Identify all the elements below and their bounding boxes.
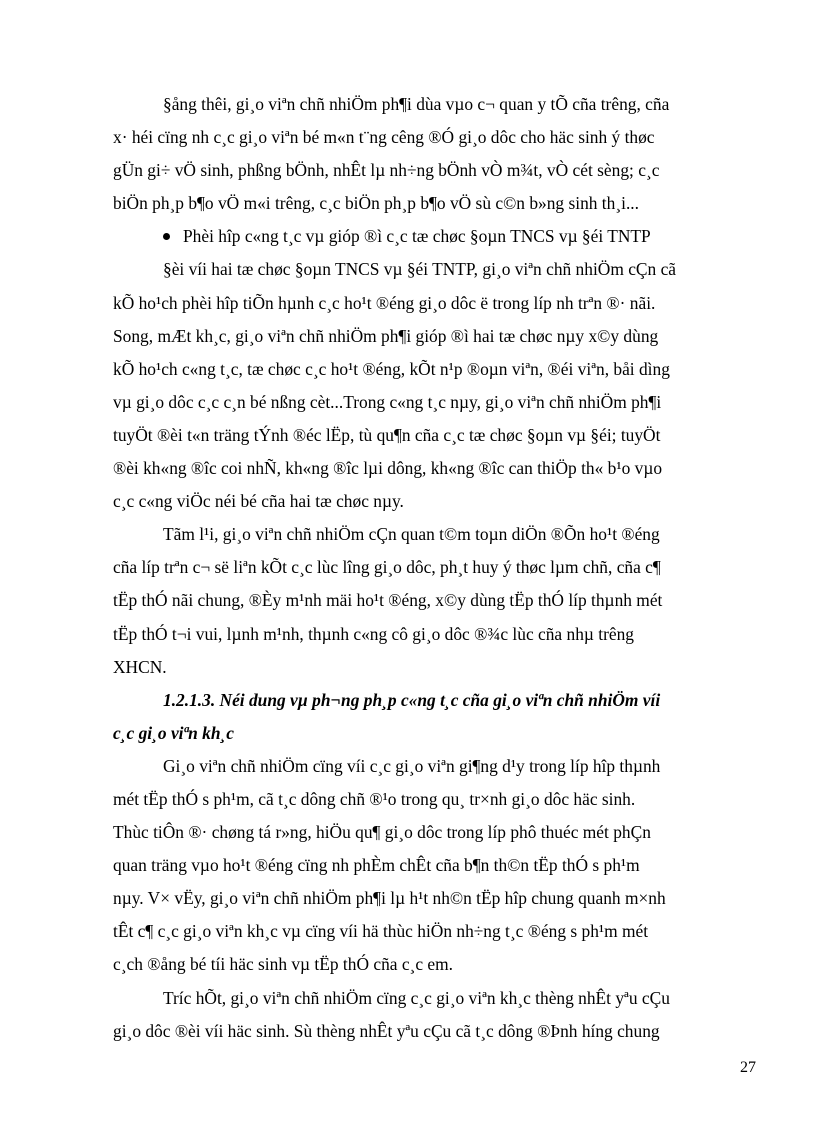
paragraph-line: tËp thÓ t¬i vui, lµnh m¹nh, thµnh c«ng cô gi¸o dôc ®¾c lùc cña nhµ trêng bbox=[113, 623, 634, 644]
paragraph-line: tÊt c¶ c¸c gi¸o viªn kh¸c vµ cïng víi hä thùc hiÖn nh÷ng t¸c ®éng s ph¹m mét bbox=[113, 921, 649, 942]
paragraph-line: cña líp trªn c¬ së liªn kÕt c¸c lùc lîng gi¸o dôc, ph¸t huy ý thøc lµm chñ, cña c¶ bbox=[113, 557, 661, 578]
paragraph-line: Tãm l¹i, gi¸o viªn chñ nhiÖm cÇn quan t©m toµn diÖn ®Õn ho¹t ®éng bbox=[163, 524, 660, 545]
paragraph-line: mét tËp thÓ s ph¹m, cã t¸c dông chñ ®¹o trong qu¸ tr×nh gi¸o dôc häc sinh. bbox=[113, 788, 636, 809]
section-heading: 1.2.1.3. Néi dung vµ ph¬ng ph¸p c«ng t¸c cña gi¸o viªn chñ nhiÖm víi bbox=[163, 689, 661, 710]
paragraph-line: c¸c c«ng viÖc néi bé cña hai tæ chøc nµy. bbox=[113, 491, 404, 512]
paragraph-line: kÕ ho¹ch phèi hîp tiÕn hµnh c¸c ho¹t ®éng gi¸o dôc ë trong líp nh trªn ®· nãi. bbox=[113, 292, 656, 313]
paragraph-line: biÖn ph¸p b¶o vÖ m«i trêng, c¸c biÖn ph¸p b¶o vÖ sù c©n b»ng sinh th¸i... bbox=[113, 193, 639, 214]
body-text bbox=[113, 88, 743, 1048]
paragraph-line: c¸ch ®ång bé tíi häc sinh vµ tËp thÓ cña c¸c em. bbox=[113, 954, 454, 975]
page-number: 27 bbox=[740, 1059, 756, 1076]
paragraph-line: Tríc hÕt, gi¸o viªn chñ nhiÖm cïng c¸c gi¸o viªn kh¸c thèng nhÊt yªu cÇu bbox=[163, 987, 670, 1008]
paragraph-line: Gi¸o viªn chñ nhiÖm cïng víi c¸c gi¸o viªn gi¶ng d¹y trong líp hîp thµnh bbox=[163, 755, 661, 776]
section-heading: c¸c gi¸o viªn kh¸c bbox=[113, 722, 235, 743]
paragraph-line: Thùc tiÔn ®· chøng tá r»ng, hiÖu qu¶ gi¸o dôc trong líp phô thuéc mét phÇn bbox=[113, 822, 651, 843]
paragraph-line: quan träng vµo ho¹t ®éng cïng nh phÈm chÊt cña b¶n th©n tËp thÓ s ph¹m bbox=[113, 855, 640, 876]
paragraph-line: tuyÖt ®èi t«n träng tÝnh ®éc lËp, tù qu¶n cña c¸c tæ chøc §oµn vµ §éi; tuyÖt bbox=[113, 424, 661, 445]
paragraph-line: gÜn gi÷ vÖ sinh, phßng bÖnh, nhÊt lµ nh÷ng bÖnh vÒ m¾t, vÒ cét sèng; c¸c bbox=[113, 160, 660, 181]
paragraph-line: tËp thÓ nãi chung, ®Èy m¹nh mäi ho¹t ®éng, x©y dùng tËp thÓ líp thµnh mét bbox=[113, 590, 663, 611]
paragraph-line: §èi víi hai tæ chøc §oµn TNCS vµ §éi TNTP, gi¸o viªn chñ nhiÖm cÇn cã bbox=[163, 259, 677, 280]
paragraph-line: nµy. V× vËy, gi¸o viªn chñ nhiÖm ph¶i lµ h¹t nh©n tËp hîp chung quanh m×nh bbox=[113, 888, 666, 909]
paragraph-line: Song, mÆt kh¸c, gi¸o viªn chñ nhiÖm ph¶i gióp ®ì hai tæ chøc nµy x©y dùng bbox=[113, 325, 659, 346]
paragraph-line: x· héi cïng nh c¸c gi¸o viªn bé m«n t¨ng cêng ®Ó gi¸o dôc cho häc sinh ý thøc bbox=[113, 127, 655, 148]
paragraph-line: ®èi kh«ng ®îc coi nhÑ, kh«ng ®îc lµi dông, kh«ng ®îc can thiÖp th« b¹o vµo bbox=[113, 458, 663, 479]
paragraph-line: XHCN. bbox=[113, 656, 167, 677]
paragraph-line: vµ gi¸o dôc c¸c c¸n bé nßng cèt...Trong c«ng t¸c nµy, gi¸o viªn chñ nhiÖm ph¶i bbox=[113, 391, 662, 412]
paragraph-line: gi¸o dôc ®èi víi häc sinh. Sù thèng nhÊt yªu cÇu cã t¸c dông ®Þnh híng chung bbox=[113, 1020, 660, 1041]
paragraph-line: §ång thêi, gi¸o viªn chñ nhiÖm ph¶i dùa vµo c¬ quan y tÕ cña trêng, cña bbox=[163, 94, 670, 114]
paragraph-line: kÕ ho¹ch c«ng t¸c, tæ chøc c¸c ho¹t ®éng, kÕt n¹p ®oµn viªn, ®éi viªn, båi dìng bbox=[113, 358, 670, 379]
bullet-text: Phèi hîp c«ng t¸c vµ gióp ®ì c¸c tæ chøc §oµn TNCS vµ §éi TNTP bbox=[183, 226, 651, 247]
bullet-item bbox=[113, 220, 743, 253]
